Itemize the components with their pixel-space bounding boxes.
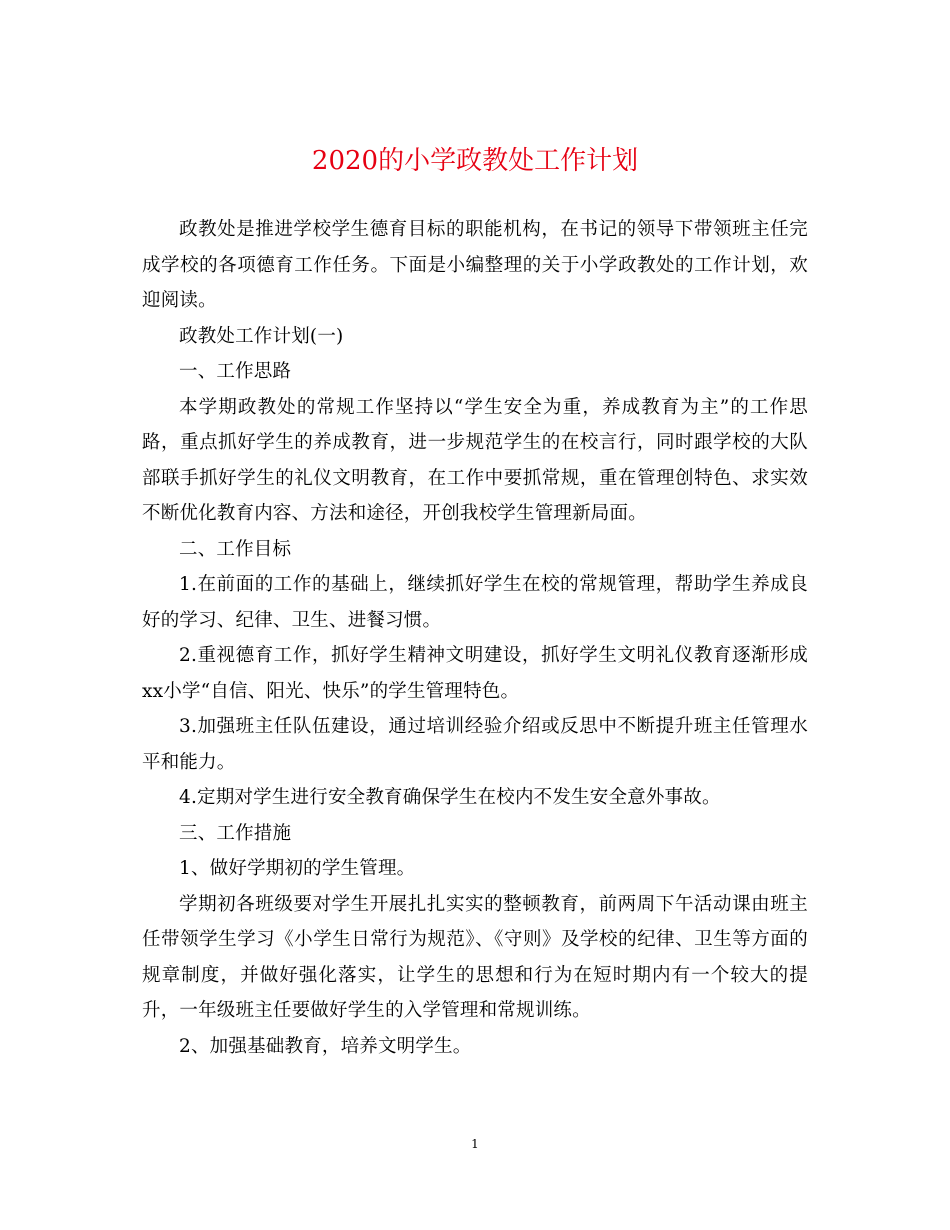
work-ideas-paragraph: 本学期政教处的常规工作坚持以“学生安全为重，养成教育为主”的工作思路，重点抓好学生的养成教育，进一步规范学生的在校言行，同时跟学校的大队部联手抓好学生的礼仪文明教育，在工作中要抓常规，重在管理创特色、求实效不断优化教育内容、方法和途径，开创我校学生管理新局面。 [142, 396, 808, 524]
page-number: 1 [471, 1137, 479, 1151]
measure-paragraph-1: 学期初各班级要对学生开展扎扎实实的整顿教育，前两周下午活动课由班主任带领学生学习《小学生日常行为规范》、《守则》及学校的纪律、卫生等方面的规章制度，并做好强化落实，让学生的思想和行为在短时期内有一个较大的提升，一年级班主任要做好学生的入学管理和常规训练。 [142, 893, 808, 1021]
document-title: 2020的小学政教处工作计划 [311, 146, 639, 176]
goal-item-1: 1.在前面的工作的基础上，继续抓好学生在校的常规管理，帮助学生养成良好的学习、纪律、卫生、进餐习惯。 [142, 574, 808, 631]
section-heading-plan-one: 政教处工作计划(一) [179, 325, 344, 347]
section-heading-work-ideas: 一、工作思路 [179, 361, 292, 382]
measure-heading-1: 1、做好学期初的学生管理。 [179, 858, 416, 879]
section-heading-work-measures: 三、工作措施 [179, 822, 292, 844]
document-body [142, 212, 808, 1064]
section-heading-work-goals: 二、工作目标 [179, 538, 292, 560]
intro-paragraph: 政教处是推进学校学生德育目标的职能机构，在书记的领导下带领班主任完成学校的各项德育工作任务。下面是小编整理的关于小学政教处的工作计划，欢迎阅读。 [142, 219, 808, 311]
measure-heading-2: 2、加强基础教育，培养文明学生。 [179, 1035, 472, 1057]
goal-item-3: 3.加强班主任队伍建设，通过培训经验介绍或反思中不断提升班主任管理水平和能力。 [142, 716, 808, 773]
goal-item-4: 4.定期对学生进行安全教育确保学生在校内不发生安全意外事故。 [179, 787, 721, 808]
goal-item-2: 2.重视德育工作，抓好学生精神文明建设，抓好学生文明礼仪教育逐渐形成xx小学“自信、阳光、快乐”的学生管理特色。 [142, 645, 808, 702]
